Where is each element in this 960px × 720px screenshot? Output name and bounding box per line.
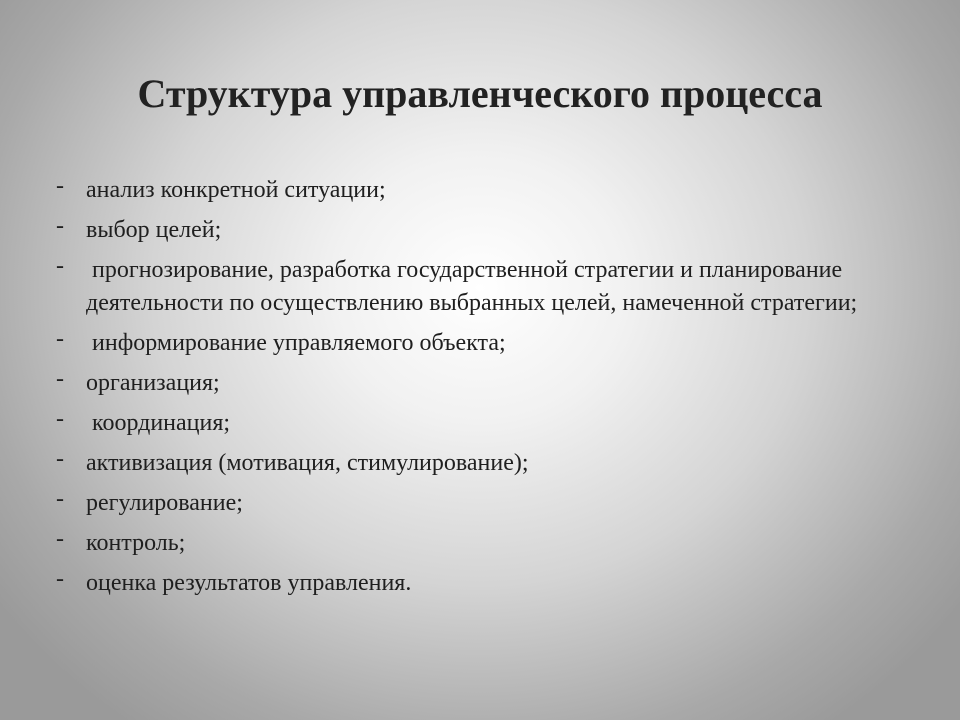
dash-bullet: - <box>56 526 64 552</box>
process-steps-list <box>56 174 916 607</box>
list-item-text: регулирование; <box>86 490 243 516</box>
list-item-text: анализ конкретной ситуации; <box>86 177 386 203</box>
list-item-text: прогнозирование, разработка государственной стратегии и планирование деятельности по осуществлению выбранных целей, намеченной стратегии; <box>86 257 858 316</box>
list-item-text: координация; <box>86 410 231 436</box>
list-item-text: организация; <box>86 370 220 396</box>
dash-bullet: - <box>56 173 64 199</box>
list-item-text: выбор целей; <box>86 217 222 243</box>
list-item <box>56 407 916 440</box>
list-item <box>56 254 916 320</box>
dash-bullet: - <box>56 566 64 592</box>
list-item <box>56 487 916 520</box>
list-item <box>56 327 916 360</box>
list-item <box>56 367 916 400</box>
list-item-text: активизация (мотивация, стимулирование); <box>86 450 529 476</box>
dash-bullet: - <box>56 446 64 472</box>
list-item-text: информирование управляемого объекта; <box>86 330 506 356</box>
dash-bullet: - <box>56 366 64 392</box>
list-item <box>56 214 916 247</box>
list-item-text: оценка результатов управления. <box>86 570 412 596</box>
dash-bullet: - <box>56 406 64 432</box>
dash-bullet: - <box>56 213 64 239</box>
dash-bullet: - <box>56 486 64 512</box>
list-item <box>56 567 916 600</box>
list-item <box>56 174 916 207</box>
dash-bullet: - <box>56 326 64 352</box>
list-item <box>56 447 916 480</box>
list-item-text: контроль; <box>86 530 186 556</box>
slide-title: Структура управленческого процесса <box>137 71 823 116</box>
dash-bullet: - <box>56 253 64 279</box>
list-item <box>56 527 916 560</box>
